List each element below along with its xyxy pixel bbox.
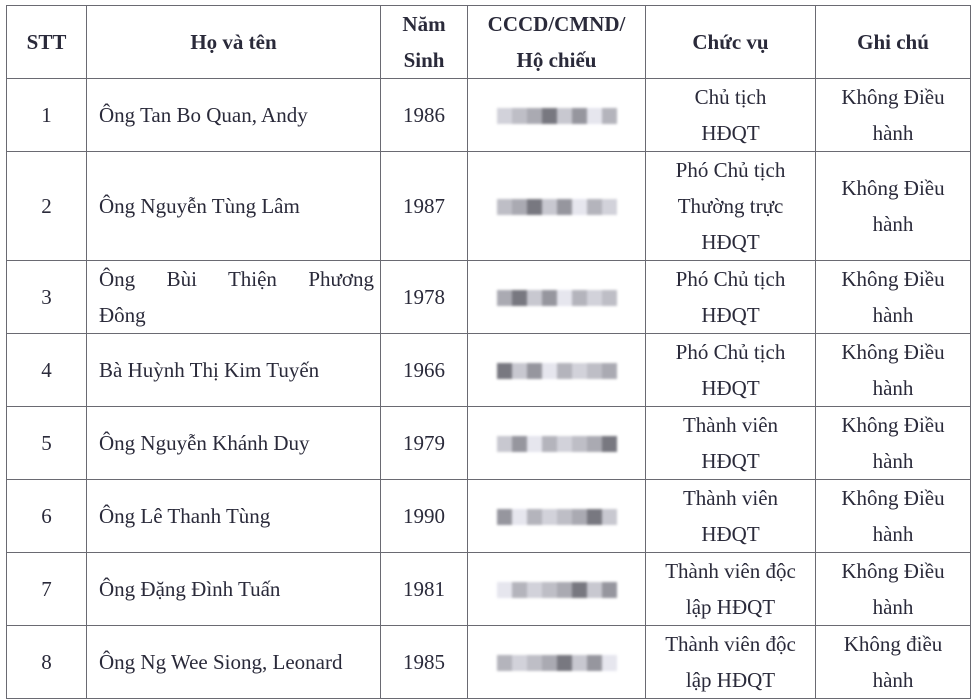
redacted-blur [497, 288, 617, 310]
note [816, 553, 971, 626]
table-row [7, 152, 971, 261]
redacted-blur [497, 580, 617, 602]
note-line: hành [872, 303, 914, 327]
row-stt: 3 [7, 261, 87, 334]
table-row [7, 79, 971, 152]
birth-year: 1986 [381, 79, 468, 152]
header-birth-year [381, 6, 468, 79]
role-line: Thường trực [677, 194, 784, 218]
row-stt: 8 [7, 626, 87, 699]
redacted-blur [497, 507, 617, 529]
header-stt: STT [7, 6, 87, 79]
role [646, 152, 816, 261]
id-number-redacted [468, 553, 646, 626]
header-id-l2: Hộ chiếu [516, 48, 597, 72]
note-line: hành [872, 376, 914, 400]
name-line-1: Ông Bùi Thiện Phương [99, 267, 374, 291]
id-number-redacted [468, 626, 646, 699]
note-line: Không điều [843, 632, 943, 656]
note-line: Không Điều [841, 85, 945, 109]
role-line: lập HĐQT [685, 668, 776, 692]
role-line: Thành viên [682, 486, 779, 510]
note-line: Không Điều [841, 267, 945, 291]
note [816, 407, 971, 480]
row-stt: 4 [7, 334, 87, 407]
table-row [7, 334, 971, 407]
redacted-blur [497, 653, 617, 675]
redacted-blur [497, 361, 617, 383]
role-line: HĐQT [701, 121, 760, 145]
role-line: Thành viên độc [665, 559, 796, 583]
role-line: lập HĐQT [685, 595, 776, 619]
redacted-blur [497, 106, 617, 128]
header-birth-l2: Sinh [403, 48, 445, 72]
header-id-l1: CCCD/CMND/ [487, 12, 626, 36]
role [646, 261, 816, 334]
note-line: Không Điều [841, 176, 945, 200]
role-line: HĐQT [701, 376, 760, 400]
role-line: Chủ tịch [694, 85, 767, 109]
table-row [7, 407, 971, 480]
role-line: Phó Chủ tịch [675, 158, 786, 182]
birth-year: 1990 [381, 480, 468, 553]
note [816, 334, 971, 407]
header-birth-l1: Năm [402, 12, 446, 36]
birth-year: 1985 [381, 626, 468, 699]
id-number-redacted [468, 261, 646, 334]
member-name: Ông Ng Wee Siong, Leonard [87, 626, 381, 699]
note-line: hành [872, 668, 914, 692]
member-name: Ông Nguyễn Khánh Duy [87, 407, 381, 480]
role-line: HĐQT [701, 449, 760, 473]
row-stt: 7 [7, 553, 87, 626]
role [646, 626, 816, 699]
role-line: Thành viên [682, 413, 779, 437]
note [816, 261, 971, 334]
note-line: Không Điều [841, 559, 945, 583]
role-line: Thành viên độc [665, 632, 796, 656]
member-name: Ông Nguyễn Tùng Lâm [87, 152, 381, 261]
header-name: Họ và tên [87, 6, 381, 79]
role-line: Phó Chủ tịch [675, 340, 786, 364]
row-stt: 1 [7, 79, 87, 152]
birth-year: 1987 [381, 152, 468, 261]
note [816, 152, 971, 261]
row-stt: 5 [7, 407, 87, 480]
birth-year: 1966 [381, 334, 468, 407]
role [646, 79, 816, 152]
redacted-blur [497, 197, 617, 219]
id-number-redacted [468, 152, 646, 261]
table-row [7, 553, 971, 626]
note [816, 626, 971, 699]
role [646, 407, 816, 480]
member-name: Ông Đặng Đình Tuấn [87, 553, 381, 626]
id-number-redacted [468, 480, 646, 553]
note [816, 79, 971, 152]
note-line: Không Điều [841, 486, 945, 510]
row-stt: 6 [7, 480, 87, 553]
note-line: hành [872, 595, 914, 619]
note-line: hành [872, 449, 914, 473]
id-number-redacted [468, 334, 646, 407]
member-name: Ông Tan Bo Quan, Andy [87, 79, 381, 152]
id-number-redacted [468, 79, 646, 152]
role-line: HĐQT [701, 522, 760, 546]
note-line: hành [872, 212, 914, 236]
name-line-2: Đông [99, 303, 146, 327]
note [816, 480, 971, 553]
redacted-blur [497, 434, 617, 456]
role-line: HĐQT [701, 230, 760, 254]
role [646, 553, 816, 626]
header-note: Ghi chú [816, 6, 971, 79]
member-name: Bà Huỳnh Thị Kim Tuyến [87, 334, 381, 407]
birth-year: 1978 [381, 261, 468, 334]
role-line: Phó Chủ tịch [675, 267, 786, 291]
table-row [7, 261, 971, 334]
id-number-redacted [468, 407, 646, 480]
member-name: Ông Lê Thanh Tùng [87, 480, 381, 553]
role [646, 334, 816, 407]
note-line: Không Điều [841, 413, 945, 437]
note-line: Không Điều [841, 340, 945, 364]
header-row [7, 6, 971, 79]
role [646, 480, 816, 553]
table-row [7, 626, 971, 699]
member-name [87, 261, 381, 334]
header-id [468, 6, 646, 79]
table-row [7, 480, 971, 553]
board-members-table [6, 5, 971, 699]
role-line: HĐQT [701, 303, 760, 327]
birth-year: 1979 [381, 407, 468, 480]
header-role: Chức vụ [646, 6, 816, 79]
birth-year: 1981 [381, 553, 468, 626]
row-stt: 2 [7, 152, 87, 261]
note-line: hành [872, 522, 914, 546]
note-line: hành [872, 121, 914, 145]
